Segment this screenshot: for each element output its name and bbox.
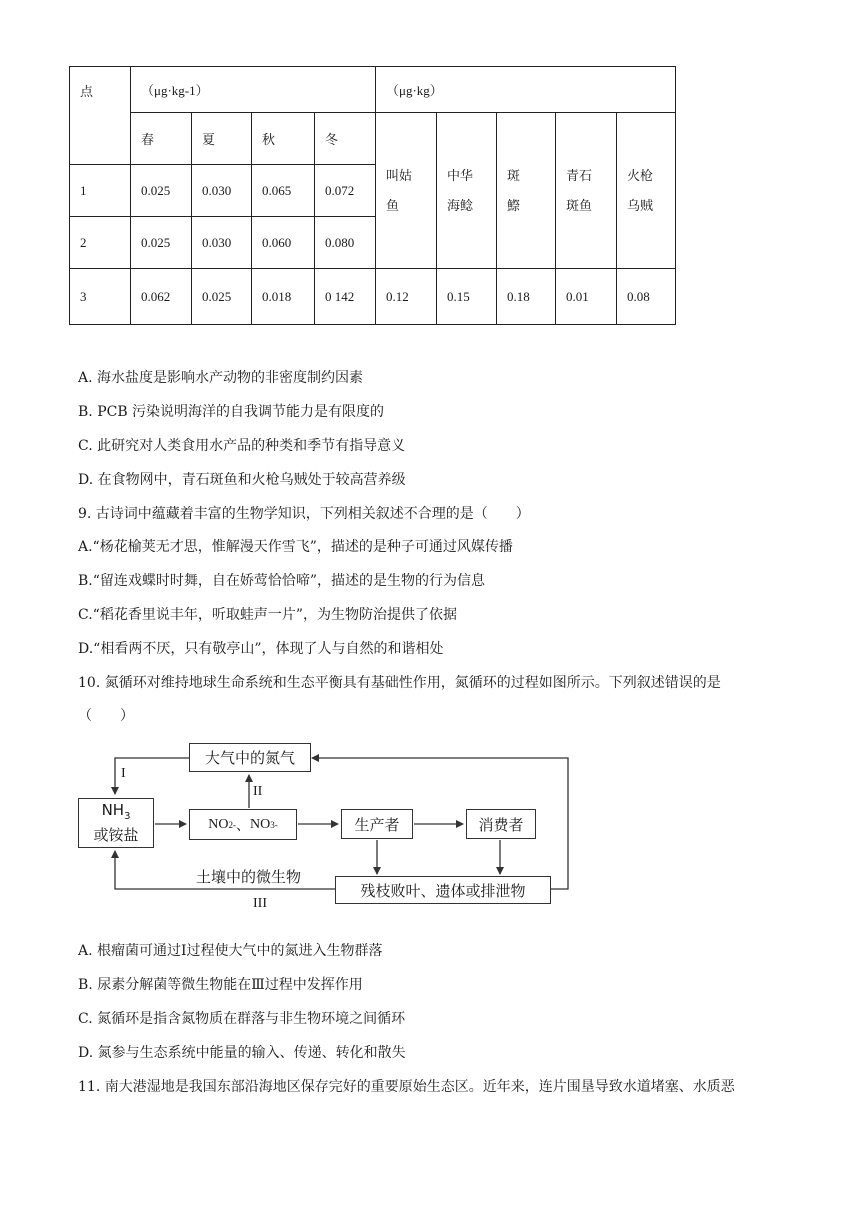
fish-name-line: 青石 — [566, 167, 593, 183]
season-spring: 春 — [131, 113, 192, 165]
fish-value-cell: 0.15 — [437, 269, 497, 325]
nh3-ammonium-box — [78, 798, 154, 848]
value-cell: 0.018 — [252, 269, 315, 325]
q8-option-d: D. 在食物网中，青石斑鱼和火枪乌贼处于较高营养级 — [78, 472, 406, 488]
arrow-process-I — [115, 758, 189, 794]
value-cell: 0.072 — [315, 165, 376, 217]
q9-option-c: C.“稻花香里说丰年，听取蛙声一片”，为生物防治提供了依据 — [78, 607, 457, 623]
label-process-III: III — [253, 896, 267, 911]
season-autumn: 秋 — [252, 113, 315, 165]
fish-unit-header: （μg·kg） — [376, 67, 676, 113]
value-cell: 0.062 — [131, 269, 192, 325]
value-cell: 0.030 — [192, 217, 252, 269]
fish-value-cell: 0.18 — [497, 269, 556, 325]
q11-stem: 11. 南大港湿地是我国东部沿海地区保存完好的重要原始生态区。近年来，连片围垦导致水道堵塞、水质恶 — [78, 1079, 735, 1095]
fish-name-line: 火枪 — [627, 167, 654, 183]
nitrite-nitrate-box: NO 2 - 、 NO 3 - — [189, 809, 297, 840]
q8-option-a: A. 海水盐度是影响水产动物的非密度制约因素 — [78, 370, 364, 386]
q9-option-d: D.“相看两不厌，只有敬亭山”，体现了人与自然的和谐相处 — [78, 641, 444, 657]
soil-microbes-label: 土壤中的微生物 — [196, 868, 302, 886]
value-cell: 0.060 — [252, 217, 315, 269]
q9-option-b: B.“留连戏蝶时时舞，自在娇莺恰恰啼”，描述的是生物的行为信息 — [78, 573, 486, 589]
ammonium-label: 或铵盐 — [93, 826, 139, 844]
fish-name-line: 鱼 — [386, 197, 400, 213]
q10-stem: 10. 氮循环对维持地球生命系统和生态平衡具有基础性作用，氮循环的过程如图所示。下列叙述错误的是 — [78, 675, 721, 691]
seasonal-unit-header: （μg·kg-1） — [131, 67, 376, 113]
value-cell: 0.025 — [131, 217, 192, 269]
fish-name-line: 中华 — [447, 167, 474, 183]
producer-box: 生产者 — [341, 809, 413, 839]
q9-option-a: A.“杨花榆荚无才思，惟解漫天作雪飞”，描述的是种子可通过风媒传播 — [78, 539, 513, 555]
fish-name-line: 斑 — [507, 167, 521, 183]
q10-option-b: B. 尿素分解菌等微生物能在Ⅲ过程中发挥作用 — [78, 977, 363, 993]
fish-name-line: 海鲶 — [447, 197, 474, 213]
fish-value-cell: 0.08 — [617, 269, 676, 325]
label-process-I: I — [121, 766, 126, 781]
residue-box: 残枝败叶、遗体或排泄物 — [335, 876, 551, 904]
q8-option-b: B. PCB 污染说明海洋的自我调节能力是有限度的 — [78, 404, 385, 420]
fish-name-line: 斑鱼 — [566, 197, 593, 213]
season-winter: 冬 — [315, 113, 376, 165]
value-cell: 0.025 — [131, 165, 192, 217]
point-id: 2 — [70, 217, 131, 269]
point-header: 点 — [70, 67, 131, 165]
q8-option-c: C. 此研究对人类食用水产品的种类和季节有指导意义 — [78, 438, 406, 454]
fish-name-line: 鰶 — [507, 197, 521, 213]
q10-option-a: A. 根瘤菌可通过Ⅰ过程使大气中的氮进入生物群落 — [78, 943, 383, 959]
q10-option-c: C. 氮循环是指含氮物质在群落与非生物环境之间循环 — [78, 1011, 406, 1027]
label-process-II: II — [253, 784, 263, 799]
consumer-box: 消费者 — [466, 809, 536, 839]
fish-value-cell: 0.01 — [556, 269, 617, 325]
q9-stem: 9. 古诗词中蕴藏着丰富的生物学知识，下列相关叙述不合理的是（ ） — [78, 506, 530, 522]
value-cell: 0.080 — [315, 217, 376, 269]
atmosphere-nitrogen-box: 大气中的氮气 — [189, 743, 311, 772]
value-cell: 0.030 — [192, 165, 252, 217]
fish-value-cell: 0.12 — [376, 269, 437, 325]
season-summer: 夏 — [192, 113, 252, 165]
q10-option-d: D. 氮参与生态系统中能量的输入、传递、转化和散失 — [78, 1045, 406, 1061]
winter-value-3: 0 142 — [325, 288, 355, 304]
point-id: 3 — [70, 269, 131, 325]
value-cell: 0.025 — [192, 269, 252, 325]
nh3-formula: $NH_3$ — [101, 801, 131, 822]
q10-stem-paren: （ ） — [78, 708, 134, 724]
value-cell: 0.065 — [252, 165, 315, 217]
point-id: 1 — [70, 165, 131, 217]
fish-name-line: 乌贼 — [627, 197, 654, 213]
fish-name-line: 叫姑 — [386, 167, 413, 183]
